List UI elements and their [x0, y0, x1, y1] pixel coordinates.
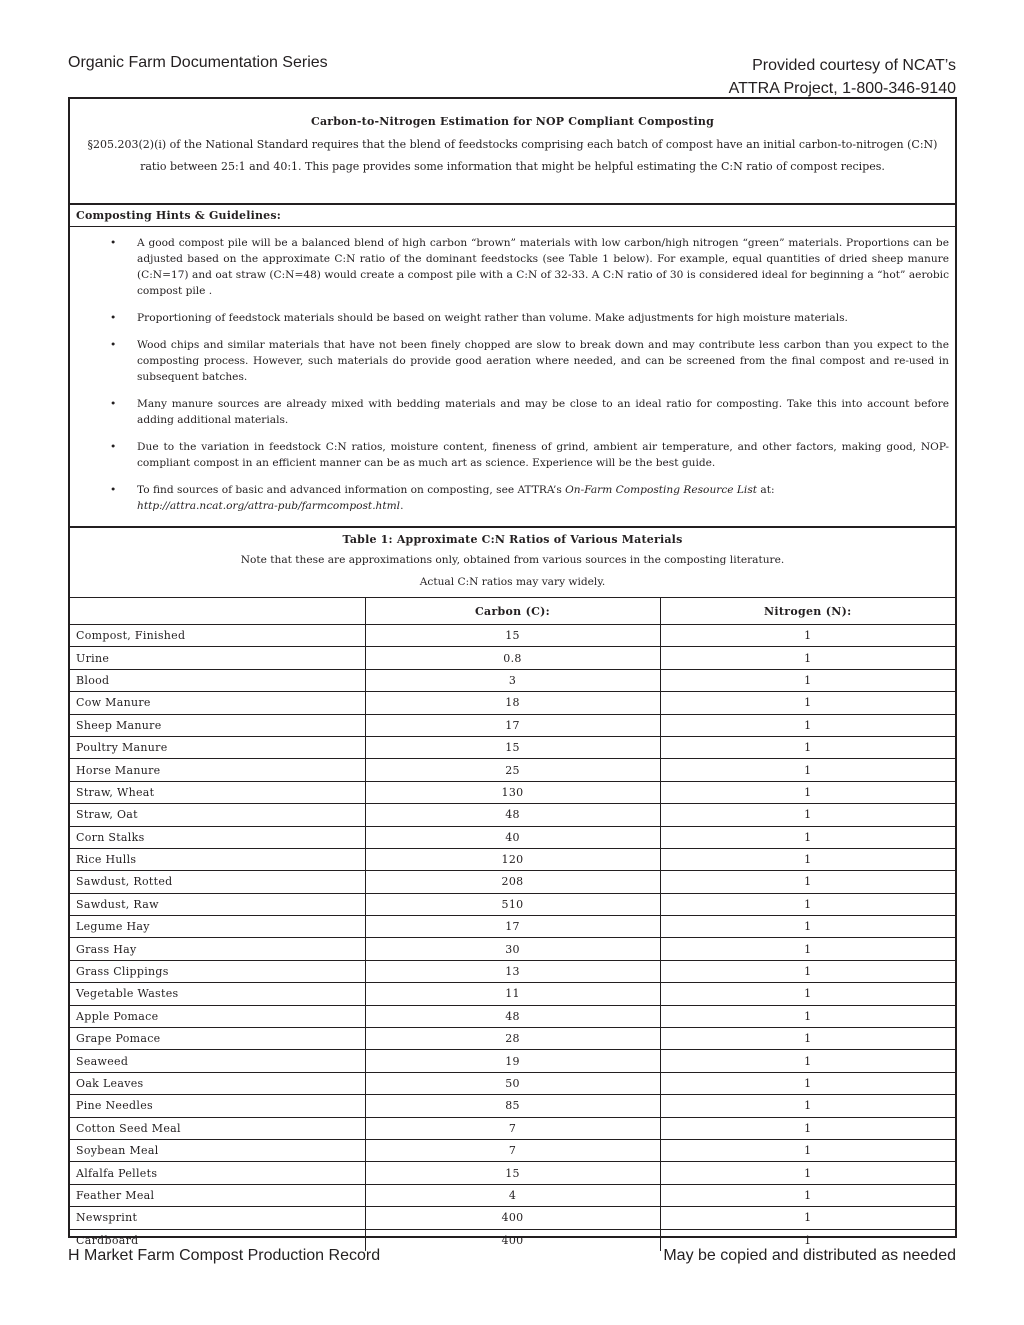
- cell-nitrogen: 1: [660, 1117, 955, 1139]
- table-title: Table 1: Approximate C:N Ratios of Various Materials: [342, 533, 683, 546]
- cell-carbon: 3: [365, 669, 660, 691]
- hint-text: Due to the variation in feedstock C:N ratios, moisture content, fineness of grind, ambient air temperature, and other factors, making good, NOP-compliant compost in an efficient manner can be as much art as science. Experience will be the best guide.: [137, 441, 949, 469]
- cell-material: Grape Pomace: [70, 1028, 365, 1050]
- cell-material: Alfalfa Pellets: [70, 1162, 365, 1184]
- cell-carbon: 15: [365, 625, 660, 647]
- hint-item-resources: [70, 482, 955, 514]
- hint-text-suffix: at:: [757, 484, 775, 496]
- cell-material: Grass Hay: [70, 938, 365, 960]
- cell-carbon: 85: [365, 1095, 660, 1117]
- table-row: [70, 736, 955, 758]
- table-row: [70, 1207, 955, 1229]
- table-row: [70, 893, 955, 915]
- cell-material: Newsprint: [70, 1207, 365, 1229]
- hint-text: Wood chips and similar materials that have not been finely chopped are slow to break down and may contribute less carbon than you expect to the composting process. However, such materials do provide good aeration where needed, and can be screened from the final compost and re-used in subsequent batches.: [137, 339, 949, 383]
- cell-nitrogen: 1: [660, 1072, 955, 1094]
- cell-nitrogen: 1: [660, 736, 955, 758]
- table-row: [70, 1005, 955, 1027]
- cell-nitrogen: 1: [660, 1005, 955, 1027]
- table-row: [70, 983, 955, 1005]
- hint-item: [70, 310, 955, 326]
- cell-nitrogen: 1: [660, 804, 955, 826]
- cell-material: Sawdust, Raw: [70, 893, 365, 915]
- table-column-headers: [70, 598, 955, 625]
- cell-carbon: 18: [365, 692, 660, 714]
- cell-carbon: 50: [365, 1072, 660, 1094]
- cell-material: Corn Stalks: [70, 826, 365, 848]
- document-frame: [68, 97, 957, 1247]
- intro-title: Carbon-to-Nitrogen Estimation for NOP Compliant Composting: [311, 115, 714, 128]
- header-attribution-line2: ATTRA Project, 1-800-346-9140: [728, 80, 956, 97]
- header-series-title: Organic Farm Documentation Series: [68, 54, 328, 71]
- hint-text: Many manure sources are already mixed with bedding materials and may be close to an ideal ratio for composting. Take this into account before adding additional materials.: [137, 398, 949, 426]
- cell-carbon: 400: [365, 1207, 660, 1229]
- cell-carbon: 28: [365, 1028, 660, 1050]
- cell-nitrogen: 1: [660, 1184, 955, 1206]
- cell-material: Oak Leaves: [70, 1072, 365, 1094]
- cell-material: Compost, Finished: [70, 625, 365, 647]
- hint-item: [70, 235, 955, 299]
- cell-material: Cow Manure: [70, 692, 365, 714]
- cell-carbon: 48: [365, 804, 660, 826]
- cell-carbon: 13: [365, 960, 660, 982]
- cell-material: Urine: [70, 647, 365, 669]
- bullet-icon: •: [110, 339, 117, 351]
- table-row: [70, 804, 955, 826]
- table-row: [70, 1139, 955, 1161]
- cell-nitrogen: 1: [660, 938, 955, 960]
- cell-material: Poultry Manure: [70, 736, 365, 758]
- cell-carbon: 4: [365, 1184, 660, 1206]
- cell-nitrogen: 1: [660, 848, 955, 870]
- table-row: [70, 960, 955, 982]
- cell-nitrogen: 1: [660, 669, 955, 691]
- cell-material: Blood: [70, 669, 365, 691]
- table-row: [70, 848, 955, 870]
- table-row: [70, 871, 955, 893]
- cell-carbon: 25: [365, 759, 660, 781]
- table-note-line2: Actual C:N ratios may vary widely.: [419, 576, 606, 588]
- intro-section: [70, 115, 955, 205]
- cell-nitrogen: 1: [660, 893, 955, 915]
- cell-material: Rice Hulls: [70, 848, 365, 870]
- cell-carbon: 510: [365, 893, 660, 915]
- cell-nitrogen: 1: [660, 916, 955, 938]
- resource-url-link[interactable]: http://attra.ncat.org/attra-pub/farmcompost.html: [137, 500, 401, 512]
- hint-text: Proportioning of feedstock materials should be based on weight rather than volume. Make adjustments for high moisture materials.: [137, 312, 848, 324]
- table-row: [70, 692, 955, 714]
- cell-nitrogen: 1: [660, 1162, 955, 1184]
- hint-item: [70, 396, 955, 428]
- cell-nitrogen: 1: [660, 1207, 955, 1229]
- table-row: [70, 938, 955, 960]
- bullet-icon: •: [110, 484, 117, 496]
- cell-nitrogen: 1: [660, 1139, 955, 1161]
- cell-carbon: 15: [365, 736, 660, 758]
- cell-material: Soybean Meal: [70, 1139, 365, 1161]
- table-row: [70, 647, 955, 669]
- intro-text: §205.203(2)(i) of the National Standard requires that the blend of feedstocks comprising each batch of compost have an initial carbon-to-nitrogen (C:N) ratio between 25:1 and 40:1. This page provides some information that might be helpful estimating the C:N ratio of compost recipes.: [87, 138, 938, 173]
- cell-carbon: 17: [365, 916, 660, 938]
- hint-text-prefix: To find sources of basic and advanced information on composting, see ATTRA’s: [137, 484, 566, 496]
- cell-carbon: 48: [365, 1005, 660, 1027]
- cell-material: Straw, Wheat: [70, 781, 365, 803]
- table-row: [70, 714, 955, 736]
- cell-material: Straw, Oat: [70, 804, 365, 826]
- hint-item: [70, 439, 955, 471]
- cell-carbon: 19: [365, 1050, 660, 1072]
- cell-material: Feather Meal: [70, 1184, 365, 1206]
- cell-nitrogen: 1: [660, 647, 955, 669]
- cell-carbon: 400: [365, 1229, 660, 1251]
- cell-carbon: 7: [365, 1117, 660, 1139]
- table-row: [70, 1050, 955, 1072]
- hints-heading: Composting Hints & Guidelines:: [70, 205, 955, 227]
- table-note-line1: Note that these are approximations only, obtained from various sources in the composting literature.: [240, 554, 785, 566]
- cell-carbon: 17: [365, 714, 660, 736]
- column-header-nitrogen: Nitrogen (N):: [660, 598, 955, 625]
- cell-carbon: 40: [365, 826, 660, 848]
- table-row: [70, 1162, 955, 1184]
- table-row: [70, 826, 955, 848]
- cell-carbon: 130: [365, 781, 660, 803]
- cell-nitrogen: 1: [660, 692, 955, 714]
- cell-material: Horse Manure: [70, 759, 365, 781]
- hint-url-end: .: [400, 500, 404, 512]
- cell-material: Sheep Manure: [70, 714, 365, 736]
- cell-material: Cardboard: [70, 1229, 365, 1251]
- cell-nitrogen: 1: [660, 781, 955, 803]
- table-row: [70, 669, 955, 691]
- cell-nitrogen: 1: [660, 1095, 955, 1117]
- column-header-carbon: Carbon (C):: [365, 598, 660, 625]
- bullet-icon: •: [110, 312, 117, 324]
- cell-nitrogen: 1: [660, 759, 955, 781]
- table-row: [70, 1184, 955, 1206]
- hints-section: [70, 205, 955, 528]
- table-row: [70, 1095, 955, 1117]
- hint-text: A good compost pile will be a balanced blend of high carbon “brown” materials with low carbon/high nitrogen “green” materials. Proportions can be adjusted based on the approximate C:N ratio of the dominant feedstocks (see Table 1 below). For example, equal quantities of dried sheep manure (C:N=17) and oat straw (C:N=48) would create a compost pile with a C:N of 32-33. A C:N ratio of 30 is considered ideal for beginning a “hot” aerobic compost pile .: [137, 237, 949, 297]
- cell-material: Cotton Seed Meal: [70, 1117, 365, 1139]
- cn-ratio-table: [70, 598, 955, 1251]
- cell-nitrogen: 1: [660, 871, 955, 893]
- bullet-icon: •: [110, 237, 117, 249]
- cell-carbon: 0.8: [365, 647, 660, 669]
- cell-material: Seaweed: [70, 1050, 365, 1072]
- table-row: [70, 759, 955, 781]
- cell-material: Pine Needles: [70, 1095, 365, 1117]
- cell-carbon: 7: [365, 1139, 660, 1161]
- table-row: [70, 625, 955, 647]
- cell-nitrogen: 1: [660, 1028, 955, 1050]
- cell-nitrogen: 1: [660, 960, 955, 982]
- cell-carbon: 30: [365, 938, 660, 960]
- bullet-icon: •: [110, 441, 117, 453]
- footer-record-title: H Market Farm Compost Production Record: [68, 1247, 381, 1264]
- footer-copy-notice: May be copied and distributed as needed: [663, 1247, 956, 1264]
- cell-material: Legume Hay: [70, 916, 365, 938]
- table-row: [70, 1117, 955, 1139]
- hints-list: [70, 235, 955, 514]
- hint-item: [70, 337, 955, 385]
- cell-nitrogen: 1: [660, 826, 955, 848]
- table-row: [70, 1072, 955, 1094]
- resource-list-title: On-Farm Composting Resource List: [565, 484, 758, 496]
- cell-carbon: 208: [365, 871, 660, 893]
- header-attribution-line1: Provided courtesy of NCAT’s: [752, 57, 956, 74]
- cell-nitrogen: 1: [804, 1233, 812, 1247]
- header-attribution: [729, 54, 956, 100]
- table-header-section: [70, 531, 955, 598]
- cell-material: Vegetable Wastes: [70, 983, 365, 1005]
- cell-material: Grass Clippings: [70, 960, 365, 982]
- cell-material: Apple Pomace: [70, 1005, 365, 1027]
- cell-nitrogen: 1: [660, 983, 955, 1005]
- table-row: [70, 1028, 955, 1050]
- cell-nitrogen: 1: [660, 1050, 955, 1072]
- cell-carbon: 15: [365, 1162, 660, 1184]
- column-header-material: [70, 598, 365, 625]
- cell-carbon: 120: [365, 848, 660, 870]
- cell-material: Sawdust, Rotted: [70, 871, 365, 893]
- cell-nitrogen: 1: [660, 714, 955, 736]
- cell-carbon: 11: [365, 983, 660, 1005]
- table-row: [70, 781, 955, 803]
- bullet-icon: •: [110, 398, 117, 410]
- cell-nitrogen: 1: [660, 625, 955, 647]
- table-row: [70, 916, 955, 938]
